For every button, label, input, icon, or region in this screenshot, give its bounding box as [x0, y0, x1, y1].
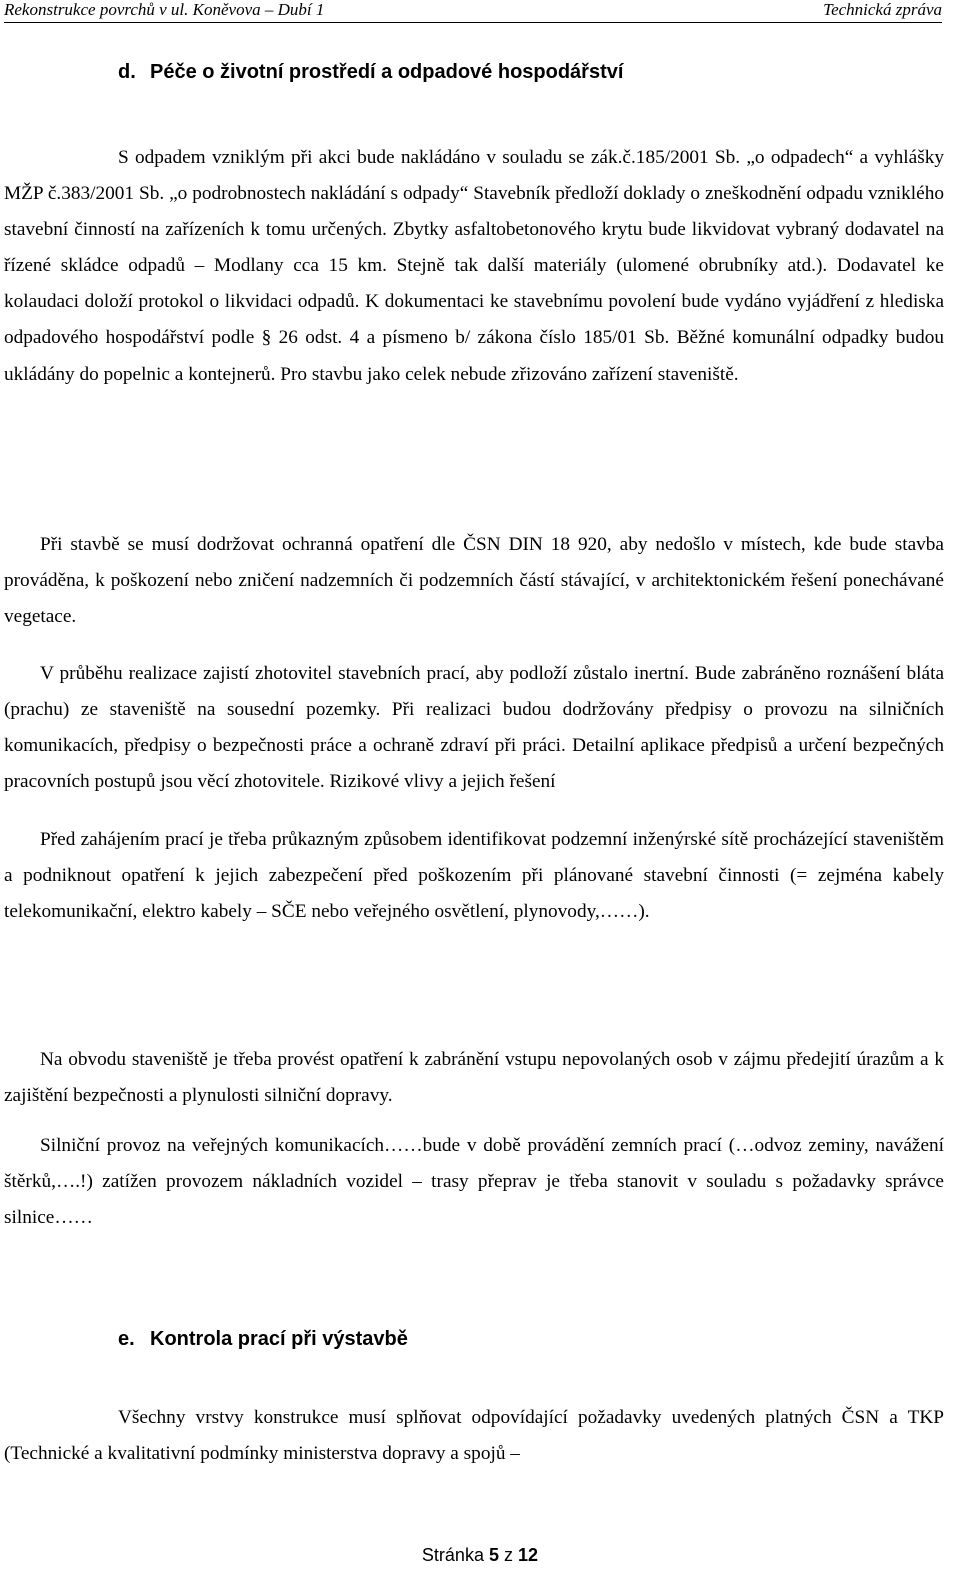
section-d-paragraph-site-access: Na obvodu staveniště je třeba provést opatření k zabránění vstupu nepovolaných osob v zájmu předejití úrazům a k zajištění bezpečnosti a plynulosti silniční dopravy.: [4, 1049, 944, 1107]
footer-separator: z: [504, 1545, 514, 1565]
section-d-paragraph-traffic: Silniční provoz na veřejných komunikacích……bude v době provádění zemních prací (…odvoz zeminy, navážení štěrků,….!) zatížen provozem nákladních vozidel – trasy přeprav je třeba stanovit v souladu s požadavky správce silnice……: [4, 1135, 944, 1229]
footer-page-number: 5: [488, 1545, 499, 1565]
header-project-title: Rekonstrukce povrchů v ul. Koněvova – Dubí 1: [4, 0, 325, 19]
section-d-paragraph-vegetation: Při stavbě se musí dodržovat ochranná opatření dle ČSN DIN 18 920, aby nedošlo v místech, kde bude stavba prováděna, k poškození nebo zničení nadzemních či podzemních částí stávající, v architektonickém řešení ponechávané vegetace.: [4, 534, 944, 628]
section-e-paragraph-layers: Všechny vrstvy konstrukce musí splňovat odpovídající požadavky uvedených platných ČSN a TKP (Technické a kvalitativní podmínky ministerstva dopravy a spojů –: [4, 1407, 944, 1465]
section-d-letter: d.: [118, 61, 136, 83]
page-header: [4, 0, 942, 23]
header-document-type: Technická zpráva: [823, 0, 942, 19]
page-footer: [0, 1545, 960, 1566]
section-d-paragraph-waste: S odpadem vzniklým při akci bude nakládáno v souladu se zák.č.185/2001 Sb. „o odpadech“ a vyhlášky MŽP č.383/2001 Sb. „o podrobnostech nakládání s odpady“ Stavebník předloží doklady o zneškodnění odpadu vzniklého stavební činností na zařízeních k tomu určených. Zbytky asfaltobetonového krytu bude likvidovat vybraný dodavatel na řízené skládce odpadů – Modlany cca 15 km. Stejně tak další materiály (ulomené obrubníky atd.). Dodavatel ke kolaudaci doloží protokol o likvidaci odpadů. K dokumentaci ke stavebnímu povolení bude vydáno vyjádření z hlediska odpadového hospodářství podle § 26 odst. 4 a písmeno b/ zákona číslo 185/01 Sb. Běžné komunální odpadky budou ukládány do popelnic a kontejnerů. Pro stavbu jako celek nebude zřizováno zařízení staveniště.: [4, 147, 944, 385]
section-e-letter: e.: [118, 1328, 135, 1350]
section-d-paragraph-utilities: Před zahájením prací je třeba průkazným způsobem identifikovat podzemní inženýrské sítě procházející staveništěm a podniknout opatření k jejich zabezpečení před poškozením při plánované stavební činnosti (= zejména kabely telekomunikační, elektro kabely – SČE nebo veřejného osvětlení, plynovody,……).: [4, 829, 944, 923]
section-d-title: Péče o životní prostředí a odpadové hospodářství: [150, 61, 624, 83]
footer-page-total: 12: [518, 1545, 539, 1565]
section-d-heading: [118, 60, 623, 84]
section-e-title: Kontrola prací při výstavbě: [150, 1328, 408, 1350]
footer-prefix: Stránka: [421, 1545, 484, 1565]
section-d-paragraph-realization: V průběhu realizace zajistí zhotovitel stavebních prací, aby podloží zůstalo inertní. Bude zabráněno roznášení bláta (prachu) ze staveniště na sousední pozemky. Při realizaci budou dodržovány předpisy o provozu na silničních komunikacích, předpisy o bezpečnosti práce a ochraně zdraví při práci. Detailní aplikace předpisů a určení bezpečných pracovních postupů jsou věcí zhotovitele. Rizikové vlivy a jejich řešení: [4, 663, 944, 793]
section-e-heading: [118, 1327, 408, 1351]
